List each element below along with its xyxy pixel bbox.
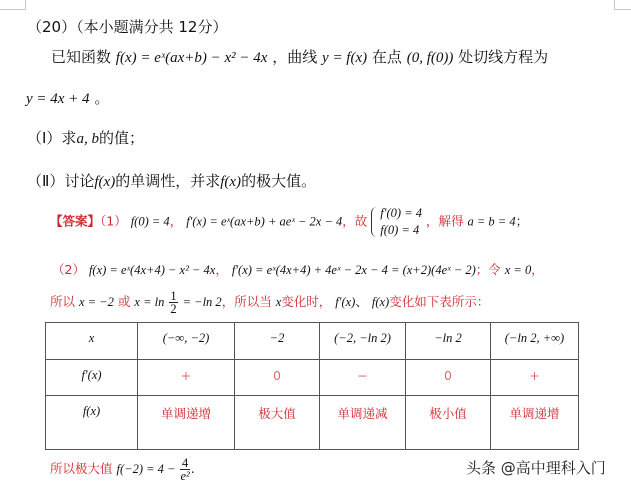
fraction-den: 2 [170,302,177,316]
table-cell: −ln 2 [406,323,491,360]
stem-at: 在点 [371,48,402,66]
part2-label: （Ⅱ）讨论 [27,172,95,190]
table-cell: − [320,360,406,396]
root-2-suffix: = −ln 2 [182,295,222,309]
table-cell: (−2, −ln 2) [320,323,406,360]
table-cell: 单调递增 [138,396,235,450]
fraction-den: e² [180,469,190,483]
suoyi-text: 所以 [50,294,76,309]
ling-text: ；令 [475,262,501,277]
table-cell: 单调递减 [320,396,406,450]
answer-part2 [52,260,544,278]
fprime: f′(x) [335,295,356,309]
answer-tag: 【答案】 [50,213,101,229]
part-1 [27,127,144,148]
system-line-2: f(0) = 4 [380,223,420,237]
table-cell: + [138,360,235,396]
table-cell: 极小值 [406,396,491,450]
huo-text: 或 [117,294,131,309]
sep2: ， [215,262,228,277]
table-cell: + [491,360,579,396]
system-line-1: f′(0) = 4 [380,206,422,220]
answer-part2-derivative: f′(x) = eˣ(4x+4) + 4eˣ − 2x − 4 = (x+2)(4eˣ − 2) [231,263,476,277]
question-stem [51,46,548,67]
part2-func: f(x) [94,174,116,190]
fraction-4-over-e2 [180,457,189,482]
stem-prefix: 已知函数 [51,48,112,66]
fraction-num: 4 [181,456,189,470]
equation-system [371,205,422,239]
answer-derivative: f′(x) = eˣ(ax+b) + aeˣ − 2x − 4 [186,214,343,229]
table-cell: 极大值 [235,396,320,450]
stem-function: f(x) = eˣ(ax+b) − x² − 4x [115,50,268,66]
conclusion-expr: f(−2) = 4 − [116,462,176,476]
gu-text: ，故 [342,213,368,229]
table-cell: −2 [235,323,320,360]
table-cell: 单调递增 [491,396,579,450]
page-corner-mark-left [0,0,26,10]
part1-suffix: 的值； [98,129,144,147]
table-cell: 0 [235,360,320,396]
root-1: x = −2 [79,295,114,309]
fraction-one-half [169,290,177,315]
tangent-line [26,87,109,108]
sep: ， [169,213,183,229]
question-number: （20）（本小题满分共 12分） [27,18,228,36]
part1-vars: a, b [76,131,99,147]
jiede-text: ，解得 [425,213,464,229]
table-row-derivative [46,360,579,396]
table-row-function [46,396,579,450]
answer-part2-function: f(x) = eˣ(4x+4) − x² − 4x [88,263,216,277]
table-cell: x [46,323,138,360]
f: f(x) [371,295,390,309]
part1-label: （Ⅰ）求 [27,129,77,147]
part2-suffix: 的极大值。 [241,172,317,190]
conclusion-prefix: 所以极大值 [50,461,113,476]
table-cell: (−∞, −2) [138,323,235,360]
answer-result: a = b = 4 [467,214,516,229]
end1: ； [515,213,529,229]
var-x: x [275,295,282,309]
suoyi2-text: ，所以当 [221,294,272,309]
stem-mid: ，曲线 [272,48,318,66]
root-2-prefix: x = ln [134,295,165,309]
tangent-equation: y = 4x + 4 [26,91,90,107]
stem-point: (0, f(0)) [406,50,454,66]
stem-curve: y = f(x) [322,50,368,66]
tangent-end: 。 [94,89,110,107]
table-intro: 变化如下表所示： [389,294,490,309]
end2: ， [531,262,544,277]
page-corner-mark-right [614,0,631,10]
dun: 、 [355,294,368,309]
table-row-header [46,323,579,360]
answer-f0: f(0) = 4 [130,214,170,229]
table-cell: f(x) [46,396,138,450]
variation-table [45,322,579,450]
table-cell: (−ln 2, +∞) [491,323,579,360]
answer-part1-label: （1） [100,213,127,229]
change-text: 变化时， [281,294,332,309]
part2-func2: f(x) [220,174,242,190]
answer-part1 [50,205,528,239]
table-cell: f′(x) [46,360,138,396]
fraction-num: 1 [170,289,177,303]
answer-roots [50,290,489,315]
part2-mid: 的单调性，并求 [115,172,221,190]
answer-conclusion [50,457,195,482]
watermark: 头条 @高中理科入门 [466,459,606,477]
table-cell: 0 [406,360,491,396]
answer-part2-label: （2） [52,262,85,277]
conclusion-end: . [190,461,195,476]
stem-suffix: 处切线方程为 [458,48,549,66]
part-2 [27,170,316,191]
ling-equation: x = 0 [504,263,532,277]
